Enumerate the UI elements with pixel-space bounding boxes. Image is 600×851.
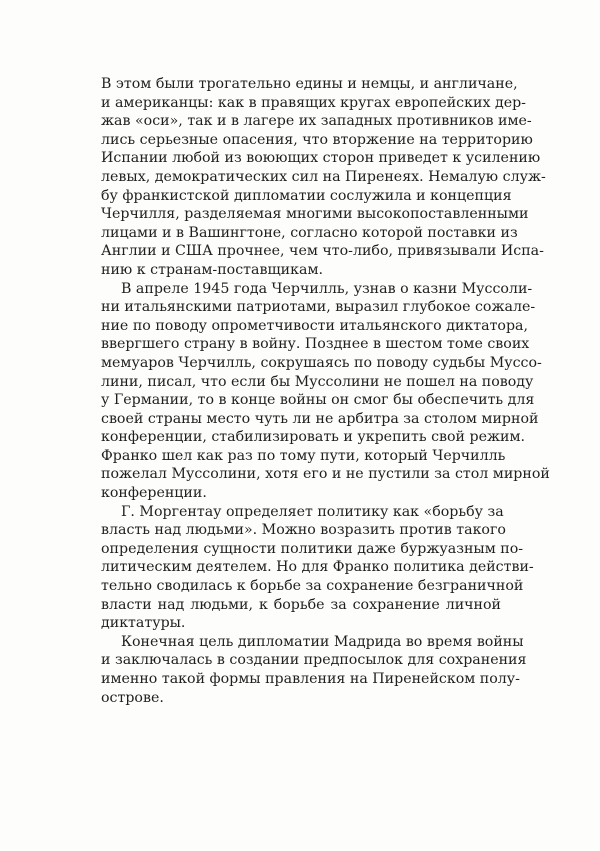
- text-line: лини, писал, что если бы Муссолини не пошел на поводу: [101, 373, 534, 390]
- text-line: Черчилля, разделяемая многими высокопоставленными: [101, 206, 529, 223]
- text-line: конференции, стабилизировать и укрепить свой режим.: [101, 429, 526, 446]
- text-line: бу франкистской дипломатии сослужила и концепция: [101, 187, 512, 204]
- paragraph: [101, 280, 550, 503]
- text-line: мемуаров Черчилль, сокрушаясь по поводу судьбы Муссо-: [101, 354, 542, 371]
- paragraph: [101, 75, 546, 280]
- text-line: именно такой формы правления на Пиренейском полу-: [101, 671, 520, 687]
- text-line: литическим деятелем. Но для Франко политика действи-: [101, 559, 534, 576]
- text-line: В апреле 1945 года Черчилль, узнав о казни Муссоли-: [121, 280, 533, 297]
- text-line: власти над людьми, к борьбе за сохранение личной: [101, 596, 501, 613]
- text-line: конференции.: [101, 485, 207, 502]
- text-line: и заключалась в создании предпосылок для сохранения: [101, 652, 527, 669]
- text-line: Конечная цель дипломатии Мадрида во время войны: [121, 633, 524, 650]
- text-line: ние по поводу опрометчивости итальянского диктатора,: [101, 317, 529, 334]
- text-line: Г. Моргентау определяет политику как «борьбу за: [121, 503, 504, 520]
- body-text: [101, 75, 550, 707]
- text-line: тельно сводилась к борьбе за сохранение безграничной: [101, 578, 524, 595]
- text-line: нию к странам-поставщикам.: [101, 261, 323, 278]
- text-line: своей страны место чуть ли не арбитра за столом мирной: [101, 410, 539, 427]
- text-line: Англии и США прочнее, чем что-либо, привязывали Испа-: [101, 243, 544, 260]
- text-line: лись серьезные опасения, что вторжение на территорию: [101, 131, 533, 148]
- text-line: у Германии, то в конце войны он смог бы обеспечить для: [101, 392, 535, 409]
- text-line: власть над людьми». Можно возразить против такого: [101, 522, 506, 539]
- text-line: ни итальянскими патриотами, выразил глубокое сожале-: [101, 299, 536, 316]
- text-line: Франко шел как раз по тому пути, который Черчилль: [101, 447, 506, 464]
- text-line: лицами и в Вашингтоне, согласно которой поставки из: [101, 224, 518, 241]
- text-line: левых, демократических сил на Пиренеях. Немалую служ-: [101, 168, 546, 185]
- text-line: В этом были трогательно едины и немцы, и англичане,: [101, 76, 518, 92]
- text-line: диктатуры.: [101, 615, 186, 632]
- text-line: жав «оси», так и в лагере их западных противников име-: [101, 113, 532, 130]
- text-line: определения сущности политики даже буржуазным по-: [101, 540, 524, 557]
- paragraph: [101, 503, 534, 633]
- paragraph: [101, 633, 527, 707]
- text-line: Испании любой из воюющих сторон приведет к усилению: [101, 150, 541, 167]
- text-line: острове.: [101, 689, 164, 706]
- text-line: пожелал Муссолини, хотя его и не пустили за стол мирной: [101, 466, 550, 483]
- text-line: ввергшего страну в войну. Позднее в шестом томе своих: [101, 336, 530, 353]
- text-line: и американцы: как в правящих кругах европейских дер-: [101, 94, 526, 111]
